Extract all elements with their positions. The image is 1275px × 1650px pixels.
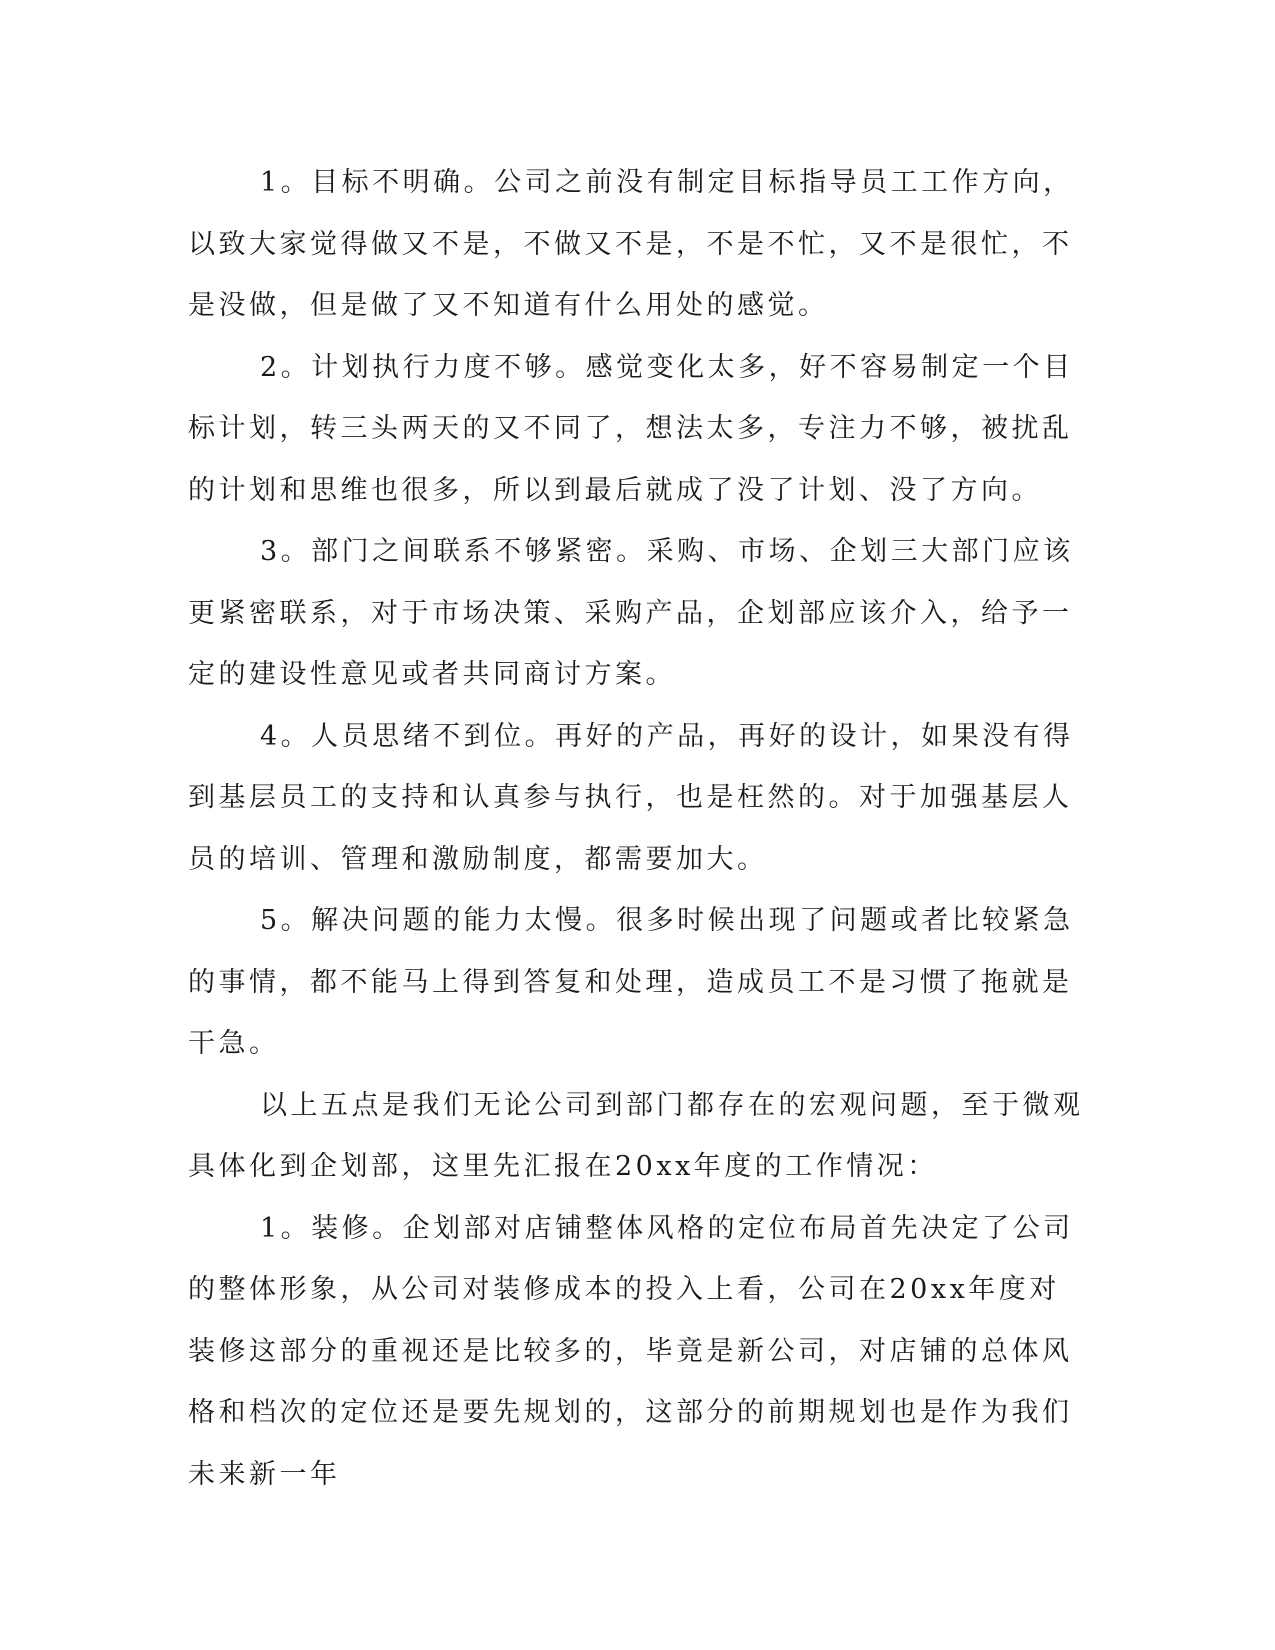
paragraph-issue-3-department-coordination: 3。部门之间联系不够紧密。采购、市场、企划三大部门应该更紧密联系，对于市场决策、采购产品，企划部应该介入，给予一定的建设性意见或者共同商讨方案。 xyxy=(188,536,1074,690)
paragraph-summary: 以上五点是我们无论公司到部门都存在的宏观问题，至于微观具体化到企划部，这里先汇报在20xx年度的工作情况： xyxy=(188,1089,1084,1182)
paragraph-issue-4-staff-mindset: 4。人员思绪不到位。再好的产品，再好的设计，如果没有得到基层员工的支持和认真参与执行，也是枉然的。对于加强基层人员的培训、管理和激励制度，都需要加大。 xyxy=(188,720,1074,875)
document-body xyxy=(188,152,1088,1505)
paragraph-issue-1-unclear-goals: 1。目标不明确。公司之前没有制定目标指导员工工作方向，以致大家觉得做又不是，不做又不是，不是不忙，又不是很忙，不是没做，但是做了又不知道有什么用处的感觉。 xyxy=(188,167,1074,321)
paragraph-issue-2-plan-execution: 2。计划执行力度不够。感觉变化太多，好不容易制定一个目标计划，转三头两天的又不同了，想法太多，专注力不够，被扰乱的计划和思维也很多，所以到最后就成了没了计划、没了方向。 xyxy=(188,351,1074,506)
paragraph-work-1-renovation: 1。装修。企划部对店铺整体风格的定位布局首先决定了公司的整体形象，从公司对装修成本的投入上看，公司在20xx年度对装修这部分的重视还是比较多的，毕竟是新公司，对店铺的总体风格和档次的定位还是要先规划的，这部分的前期规划也是作为我们未来新一年 xyxy=(188,1212,1074,1490)
paragraph-issue-5-problem-solving: 5。解决问题的能力太慢。很多时候出现了问题或者比较紧急的事情，都不能马上得到答复和处理，造成员工不是习惯了拖就是干急。 xyxy=(188,905,1074,1059)
